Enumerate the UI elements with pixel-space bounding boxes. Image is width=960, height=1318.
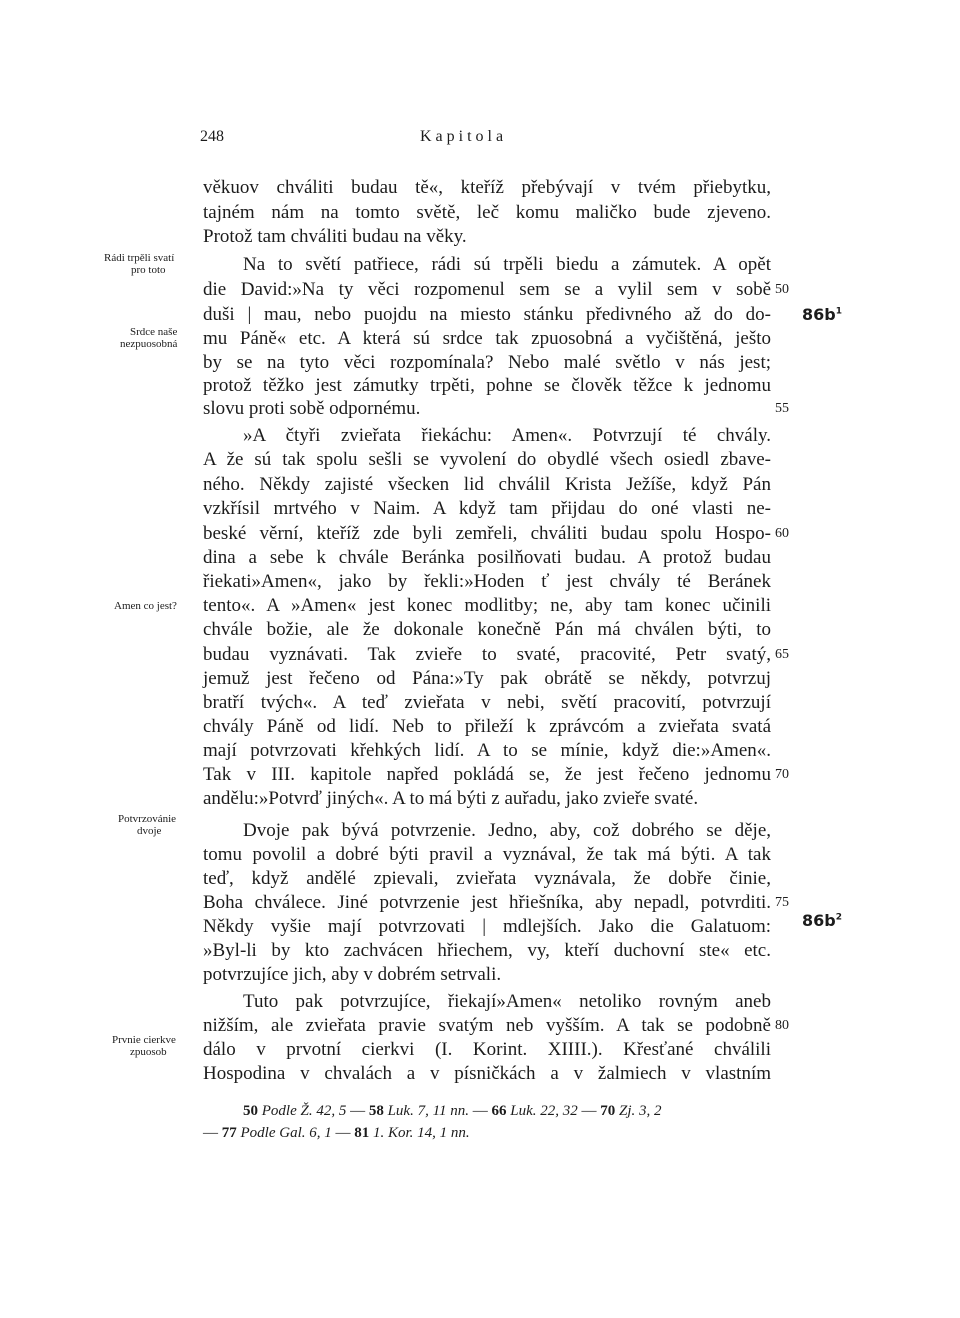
text-line: Boha chválece. Jiné potvrzenie jest hřiešníka, aby nepadl, potvrditi.	[203, 892, 771, 913]
margin-note: Rádi trpěli svatí	[104, 252, 175, 264]
line-number: 60	[775, 526, 789, 541]
margin-note: zpuosob	[130, 1046, 167, 1058]
text-line: »A čtyři zvieřata řiekáchu: Amen«. Potvrzují té chvály.	[243, 425, 771, 446]
line-number: 80	[775, 1018, 789, 1033]
text-line: teď, když andělé zpievali, zvieřata vyznávala, že dobře činie,	[203, 868, 771, 889]
text-line: tomu povolil a dobré býti pravil a vyznával, že tak má býti. A tak	[203, 844, 771, 865]
footnotes	[203, 1100, 773, 1144]
text-line: potvrzujíce jich, aby v dobrém setrvali.	[203, 964, 502, 985]
text-line: vzkřísil mrtvého v Naim. A když tam přijdau do oné vlasti ne-	[203, 498, 771, 519]
text-line: die David:»Na ty věci rozpomenul sem se a vylil sem v sobě	[203, 279, 771, 300]
text-line: Dvoje pak bývá potvrzenie. Jedno, aby, což dobrého se děje,	[243, 820, 771, 841]
line-number: 50	[775, 282, 789, 297]
text-line: by se na tyto věci rozpomínala? Nebo malé světlo v nás jest;	[203, 352, 771, 373]
folio-mark: $86b^2$	[802, 911, 842, 930]
text-line: andělu:»Potvrď jiných«. A to má býti z auřadu, jako zvieře svaté.	[203, 788, 699, 809]
text-line: Někdy vyšie mají potvrzovati | mdlejších. Jako die Galatuom:	[203, 916, 771, 937]
text-line: jemuž jest řečeno od Pána:»Ty pak obrátě se někdy, potvrzuj	[203, 668, 771, 689]
footnote-line: 50 Podle Ž. 42, 5 — 58 Luk. 7, 11 nn. — 66 Luk. 22, 32 — 70 Zj. 3, 2	[243, 1103, 662, 1119]
margin-note: pro toto	[131, 264, 166, 276]
text-line: řiekati»Amen«, jako by řekli:»Hoden ť jest chvály té Beránek	[203, 571, 771, 592]
text-line: »Byl-li by kto zachvácen hřiechem, vy, kteří duchovní ste« etc.	[203, 940, 771, 961]
line-number: 75	[775, 895, 789, 910]
text-line: Tuto pak potvrzujíce, řiekají»Amen« netoliko rovným aneb	[243, 991, 771, 1012]
margin-note: dvoje	[137, 825, 162, 837]
margin-note: nezpuosobná	[120, 338, 178, 350]
line-number: 65	[775, 647, 789, 662]
folio-mark: $86b^1$	[802, 305, 842, 324]
text-line: dálo v prvotní cierkvi (I. Korint. XIIII.). Křesťané chválili	[203, 1039, 771, 1060]
text-line: dina a sebe k chvále Beránka posilňovati budau. A protož budau	[203, 547, 771, 568]
margin-note: Potvrzovánie	[118, 813, 177, 825]
page-number: 248	[200, 128, 224, 145]
text-line: tento«. A »Amen« jest konec modlitby; ne, aby tam konec učinili	[203, 595, 771, 616]
text-line: chvály Páně od lidí. Neb to přileží k zprávcóm a zvieřata svatá	[203, 716, 771, 737]
text-line: nižším, ale zvieřata pravie svatým neb vyšším. A tak se podobně	[203, 1015, 771, 1036]
footnote-line: — 77 Podle Gal. 6, 1 — 81 1. Kor. 14, 1 nn.	[203, 1125, 470, 1141]
text-line: Na to světí patřiece, rádi sú trpěli biedu a zámutek. A opět	[243, 254, 771, 275]
text-line: mu Páně« etc. A která sú srdce tak zpuosobná a vyčištěná, ješto	[203, 328, 771, 349]
text-line: ného. Někdy zajisté všecken lid chválil Krista Ježíše, když Pán	[203, 474, 771, 495]
text-line: budau vyznávati. Tak zvieře to svaté, pracovité, Petr svatý,	[203, 644, 771, 665]
text-line: protož těžko jest zámutky trpěti, pohne se člověk těžce k jednomu	[203, 375, 771, 396]
text-line: beské věrní, kteříž zde byli zemřeli, chváliti budau spolu Hospo-	[203, 523, 771, 544]
margin-note: Amen co jest?	[114, 600, 177, 612]
running-head: Kapitola	[420, 128, 508, 145]
margin-note: Prvnie cierkve	[112, 1034, 176, 1046]
text-line: chvále božie, ale že dokonale konečně Pán má chválen býti, to	[203, 619, 771, 640]
text-line: slovu proti sobě odpornému.	[203, 398, 421, 419]
text-line: duši | mau, nebo puojdu na miesto stánku předivného až do do-	[203, 304, 771, 325]
text-line: mají potvrzovati křehkých lidí. A to se mínie, když die:»Amen«.	[203, 740, 771, 761]
text-line: tajném nám na tomto světě, leč komu maličko bude zjeveno.	[203, 202, 771, 223]
margin-note: Srdce naše	[130, 326, 178, 338]
text-line: A že sú tak spolu sešli se vyvolení do obydlé všech osiedl zbave-	[203, 449, 771, 470]
text-line: bratří tvých«. A teď zvieřata v nebi, světí pracovití, potvrzují	[203, 692, 771, 713]
text-line: Hospodina v chvalách a v písničkách a v žalmiech v vlastním	[203, 1063, 771, 1084]
text-line: Tak v III. kapitole napřed pokládá se, že jest řečeno jednomu	[203, 764, 771, 785]
text-line: Protož tam chváliti budau na věky.	[203, 226, 467, 247]
text-line: věkuov chváliti budau tě«, kteříž přebývají v tvém přiebytku,	[203, 177, 771, 198]
line-number: 55	[775, 401, 789, 416]
line-number: 70	[775, 767, 789, 782]
